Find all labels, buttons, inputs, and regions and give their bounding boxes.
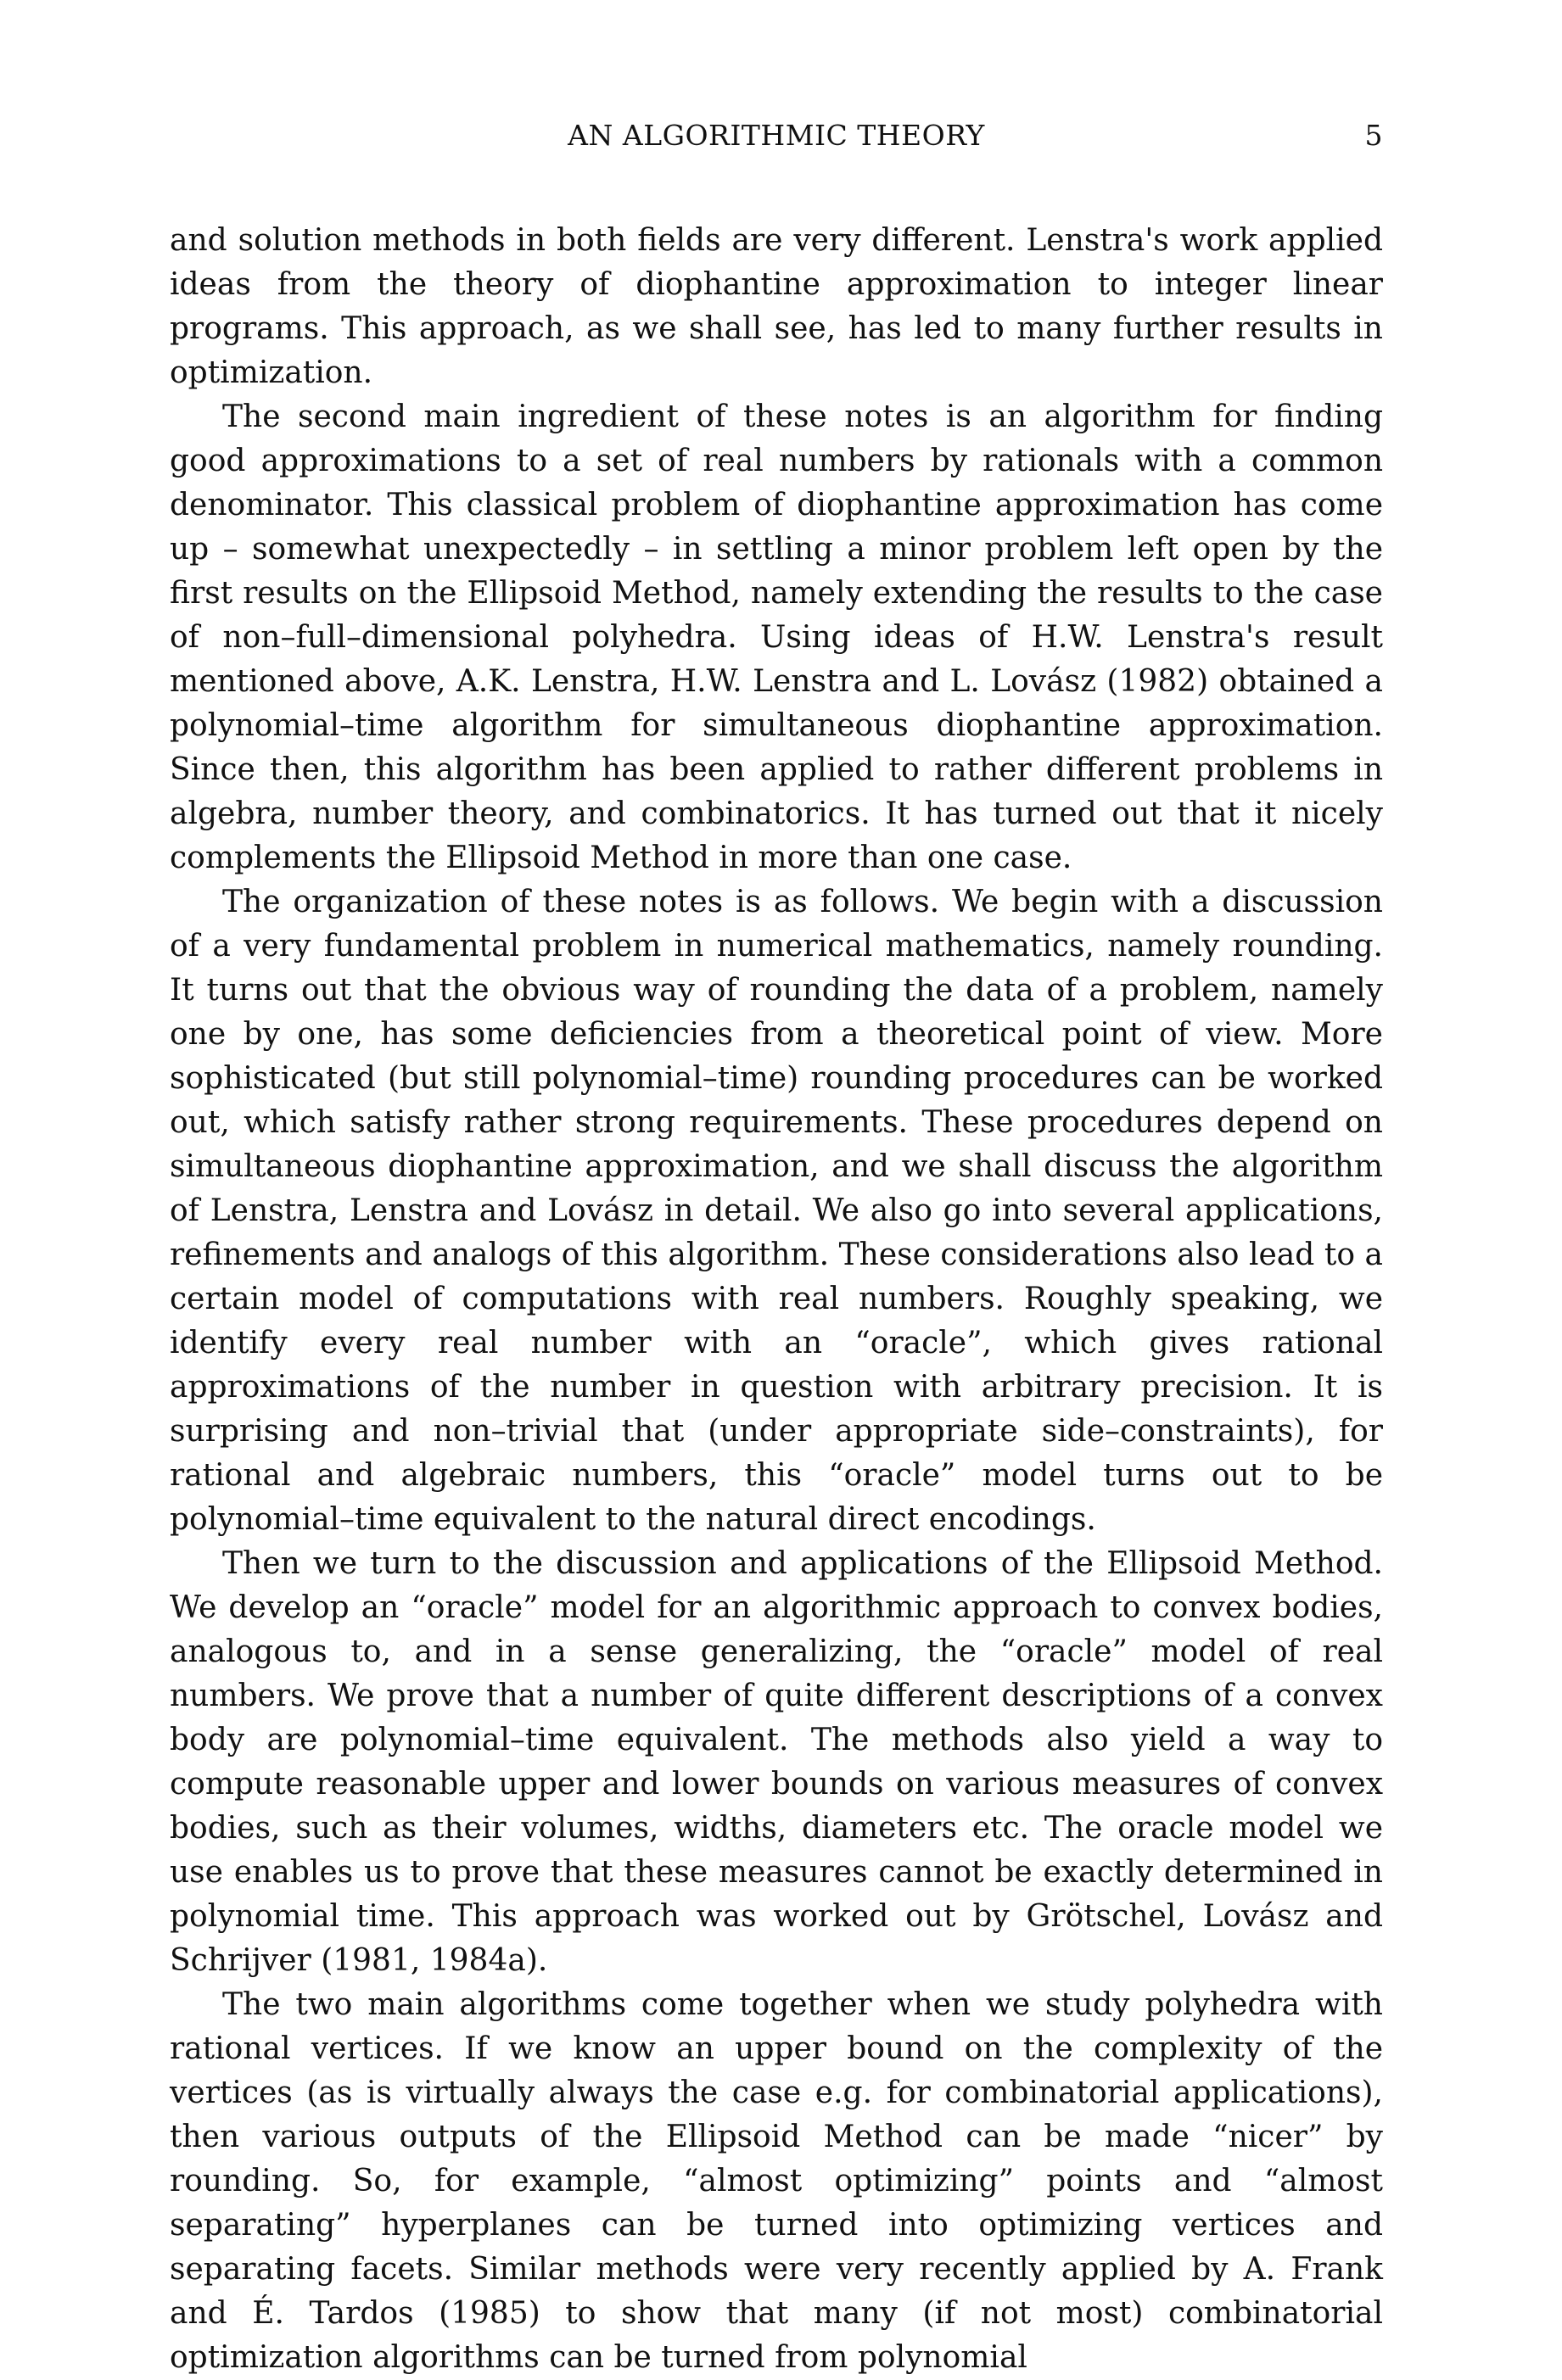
book-page	[170, 119, 1383, 2380]
body-text	[170, 219, 1383, 2380]
paragraph-ellipsoid: Then we turn to the discussion and applications of the Ellipsoid Method. We develop an “oracle” model for an algorithmic approach to convex bodies, analogous to, and in a sense generalizing, the “oracle” model of real numbers. We prove that a number of quite different descriptions of a convex body are polynomial–time equivalent. The methods also yield a way to compute reasonable upper and lower bounds on various measures of convex bodies, such as their volumes, widths, diameters etc. The oracle model we use enables us to prove that these measures cannot be exactly determined in polynomial time. This approach was worked out by Grötschel, Lovász and Schrijver (1981, 1984a).	[170, 1546, 1383, 1978]
running-head	[170, 119, 1383, 170]
paragraph-continued: and solution methods in both fields are very different. Lenstra's work applied ideas from the theory of diophantine approximation to integer linear programs. This approach, as we shall see, has led to many further results in optimization.	[170, 223, 1383, 390]
page-number: 5	[1364, 119, 1383, 152]
paragraph-diophantine: The second main ingredient of these notes is an algorithm for finding good approximations to a set of real numbers by rationals with a common denominator. This classical problem of diophantine approximation has come up – somewhat unexpectedly – in settling a minor problem left open by the first results on the Ellipsoid Method, namely extending the results to the case of non–full–dimensional polyhedra. Using ideas of H.W. Lenstra's result mentioned above, A.K. Lenstra, H.W. Lenstra and L. Lovász (1982) obtained a polynomial–time algorithm for simultaneous diophantine approximation. Since then, this algorithm has been applied to rather different problems in algebra, number theory, and combinatorics. It has turned out that it nicely complements the Ellipsoid Method in more than one case.	[170, 399, 1383, 875]
running-title: AN ALGORITHMIC THEORY	[568, 119, 985, 152]
paragraph-organization: The organization of these notes is as follows. We begin with a discussion of a very fundamental problem in numerical mathematics, namely rounding. It turns out that the obvious way of rounding the data of a problem, namely one by one, has some deficiencies from a theoretical point of view. More sophisticated (but still polynomial–time) rounding procedures can be worked out, which satisfy rather strong requirements. These procedures depend on simultaneous diophantine approximation, and we shall discuss the algorithm of Lenstra, Lenstra and Lovász in detail. We also go into several applications, refinements and analogs of this algorithm. These considerations also lead to a certain model of computations with real numbers. Roughly speaking, we identify every real number with an “oracle”, which gives rational approximations of the number in question with arbitrary precision. It is surprising and non–trivial that (under appropriate side–constraints), for rational and algebraic numbers, this “oracle” model turns out to be polynomial–time equivalent to the natural direct encodings.	[170, 885, 1383, 1537]
paragraph-two-algorithms: The two main algorithms come together when we study polyhedra with rational vertices. If we know an upper bound on the complexity of the vertices (as is virtually always the case e.g. for combinatorial applications), then various outputs of the Ellipsoid Method can be made “nicer” by rounding. So, for example, “almost optimizing” points and “almost separating” hyperplanes can be turned into optimizing vertices and separating facets. Similar methods were very recently applied by A. Frank and É. Tardos (1985) to show that many (if not most) combinatorial optimization algorithms can be turned from polynomial	[170, 1987, 1383, 2375]
